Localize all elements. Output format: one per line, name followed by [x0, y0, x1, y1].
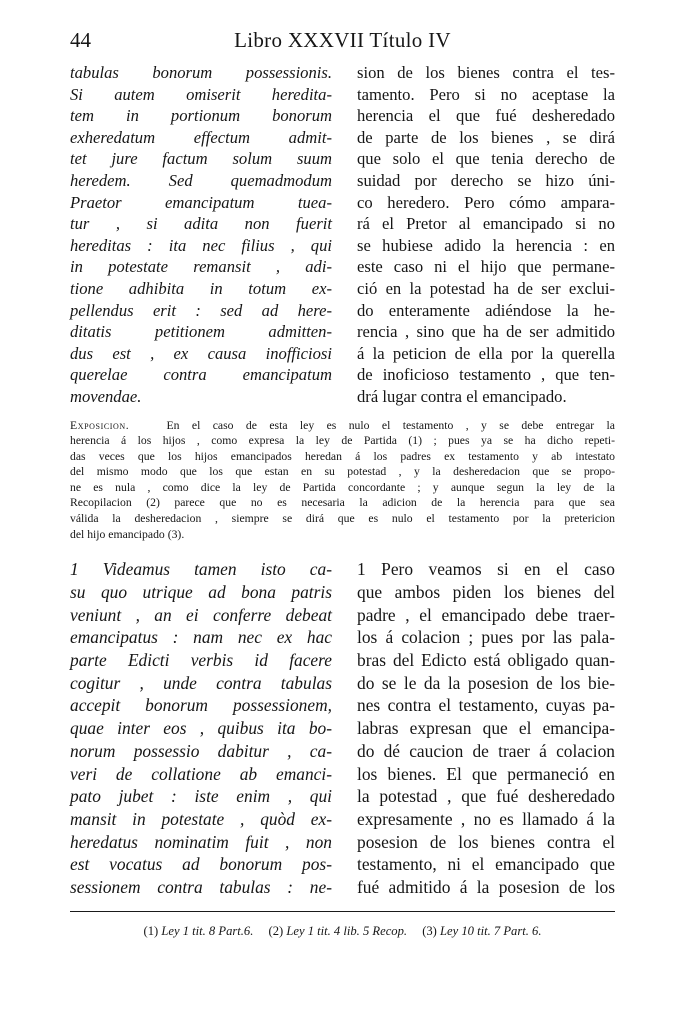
latin-line: tabulas bonorum possessionis.: [70, 63, 332, 82]
spanish-line: do se le da la posesion de los bie-: [357, 672, 615, 693]
page-header: [70, 26, 615, 62]
latin-line: tem in portionum bonorum: [70, 106, 332, 126]
latin-line: veri de collatione ab emanci-: [70, 763, 332, 784]
spanish-line: de inoficioso testamento , que ten-: [357, 365, 615, 385]
latin-line: pato jubet : iste enim , qui: [70, 786, 332, 807]
latin-line: exheredatum effectum admit-: [70, 127, 332, 147]
exposicion-commentary: [70, 418, 615, 543]
footnote: [144, 924, 254, 938]
spanish-line: 1 Pero veamos si en el caso: [357, 559, 615, 580]
footnote-text: Ley 1 tit. 4 lib. 5 Recop.: [286, 923, 408, 938]
exposicion-line-text: En el caso de esta ley es nulo el testamento , y se debe entregar la: [166, 418, 615, 432]
latin-line: accepit bonorum possessionem,: [70, 695, 332, 716]
footnote-number: (1): [143, 923, 159, 938]
spanish-line: expresamente , no es llamado á la: [357, 808, 615, 829]
exposicion-line: Recopilacion (2) parece que no es necesaria la adicion de la herencia para que sea: [70, 496, 615, 510]
spanish-column-section-1: [357, 558, 615, 899]
spanish-line: testamento, ni el emancipado que: [357, 854, 615, 875]
exposicion-line: [70, 418, 615, 434]
latin-line: quae inter eos , quibus ita bo-: [70, 718, 332, 739]
footnote-number: (3): [422, 923, 437, 938]
latin-column-section-1: [70, 558, 332, 899]
spanish-line: sion de los bienes contra el tes-: [357, 63, 615, 82]
latin-line: parte Edicti verbis id facere: [70, 650, 332, 671]
latin-line: veniunt , an ei conferre debeat: [70, 604, 332, 625]
latin-line: emancipatus : nam nec ex hac: [70, 627, 332, 648]
footnote-text: Ley 1 tit. 8 Part.6.: [161, 923, 254, 938]
spanish-line: fué admitido á la posesion de los: [357, 877, 615, 898]
spanish-line: drá lugar contra el emancipado.: [357, 386, 567, 406]
latin-line: movendae.: [70, 386, 142, 406]
spanish-line: nes contra el testamento, cuyas pa-: [357, 695, 615, 716]
spanish-line: suidad por derecho se hizo úni-: [357, 170, 615, 190]
spanish-line: que solo el que tenia derecho de: [357, 149, 615, 169]
latin-line: Si autem omiserit heredita-: [70, 84, 332, 104]
spanish-line: padre , el emancipado debe traer-: [357, 604, 615, 625]
spanish-line: bras del Edicto está obligado quan-: [357, 650, 615, 671]
latin-line: 1 Videamus tamen isto ca-: [70, 559, 332, 580]
spanish-line: herencia el que fué desheredado: [357, 106, 615, 126]
exposicion-line: herencia á los hijos , como expresa la ley de Partida (1) ; pues ya se ha dicho repeti-: [70, 434, 615, 448]
latin-column-top: [70, 62, 332, 408]
spanish-line: posesion de los bienes contra el: [357, 831, 615, 852]
footnotes: [70, 924, 615, 939]
latin-line: mansit in potestate , quòd ex-: [70, 808, 332, 829]
spanish-line: los á colacion ; pues por las pala-: [357, 627, 615, 648]
spanish-line: tamento. Pero si no aceptase la: [357, 84, 615, 104]
latin-line: in potestate remansit , adi-: [70, 257, 332, 277]
spanish-line: rá el Pretor al emancipado si no: [357, 214, 615, 234]
spanish-line: se hubiese adido la herencia : en: [357, 235, 615, 255]
latin-line: norum possessio dabitur , ca-: [70, 740, 332, 761]
exposicion-line: ne es nula , como dice la ley de Partida concordante ; y aunque segun la ley de la: [70, 480, 615, 494]
latin-line: sessionem contra tabulas : ne-: [70, 877, 332, 898]
spanish-line: este caso ni el hijo que permane-: [357, 257, 615, 277]
spanish-line: rencia , sino que ha de ser admitido: [357, 322, 615, 342]
latin-line: tet jure factum solum suum: [70, 149, 332, 169]
latin-line: su quo utrique ad bona patris: [70, 581, 332, 602]
latin-line: pellendus erit : sed ad here-: [70, 300, 332, 320]
spanish-line: los bienes. El que permaneció en: [357, 763, 615, 784]
latin-line: tione adhibita in totum ex-: [70, 278, 332, 298]
page-number: 44: [70, 28, 91, 52]
latin-line: dus est , ex causa inofficiosi: [70, 343, 332, 363]
spanish-line: la potestad , que fué desheredado: [357, 786, 615, 807]
footnote: [422, 924, 541, 938]
latin-line: cogitur , unde contra tabulas: [70, 672, 332, 693]
exposicion-line: das veces que los hijos emancipados heredan á los padres ex testamento y ab intestato: [70, 449, 615, 463]
latin-line: Praetor emancipatum tuea-: [70, 192, 332, 212]
exposicion-line: del mismo modo que los que estan en su potestad , y la desheredacion que se propo-: [70, 465, 615, 479]
latin-line: heredatus nominatim fuit , non: [70, 831, 332, 852]
spanish-line: labras expresan que el emancipa-: [357, 718, 615, 739]
latin-line: querelae contra emancipatum: [70, 365, 332, 385]
footnote-rule: [70, 911, 615, 912]
exposicion-line: válida la desheredacion , siempre se dirá que es nulo el testamento por la pretericion: [70, 512, 615, 526]
latin-line: heredem. Sed quemadmodum: [70, 170, 332, 190]
footnote-text: Ley 10 tit. 7 Part. 6.: [440, 923, 542, 938]
spanish-line: ció en la potestad ha de ser exclui-: [357, 278, 615, 298]
spanish-line: co heredero. Pero cómo ampara-: [357, 192, 615, 212]
exposicion-label: Exposicion.: [70, 418, 130, 432]
spanish-line: de parte de los bienes , se dirá: [357, 127, 615, 147]
latin-line: ditatis petitionem admitten-: [70, 322, 332, 342]
book-page: [70, 26, 615, 939]
footnote-number: (2): [268, 923, 284, 938]
spanish-line: do dé caucion de traer á colacion: [357, 740, 615, 761]
spanish-column-top: [357, 62, 615, 408]
running-head: Libro XXXVII Título IV: [234, 28, 451, 52]
spanish-line: que ambos piden los bienes del: [357, 581, 615, 602]
spanish-line: do enteramente adiéndose la he-: [357, 300, 615, 320]
exposicion-line: del hijo emancipado (3).: [70, 527, 185, 541]
top-section: [70, 62, 615, 408]
section-1: [70, 558, 615, 899]
latin-line: tur , si adita non fuerit: [70, 214, 332, 234]
spanish-line: á la peticion de ella por la querella: [357, 343, 615, 363]
latin-line: hereditas : ita nec filius , qui: [70, 235, 332, 255]
footnote: [269, 924, 408, 938]
latin-line: est vocatus ad bonorum pos-: [70, 854, 332, 875]
